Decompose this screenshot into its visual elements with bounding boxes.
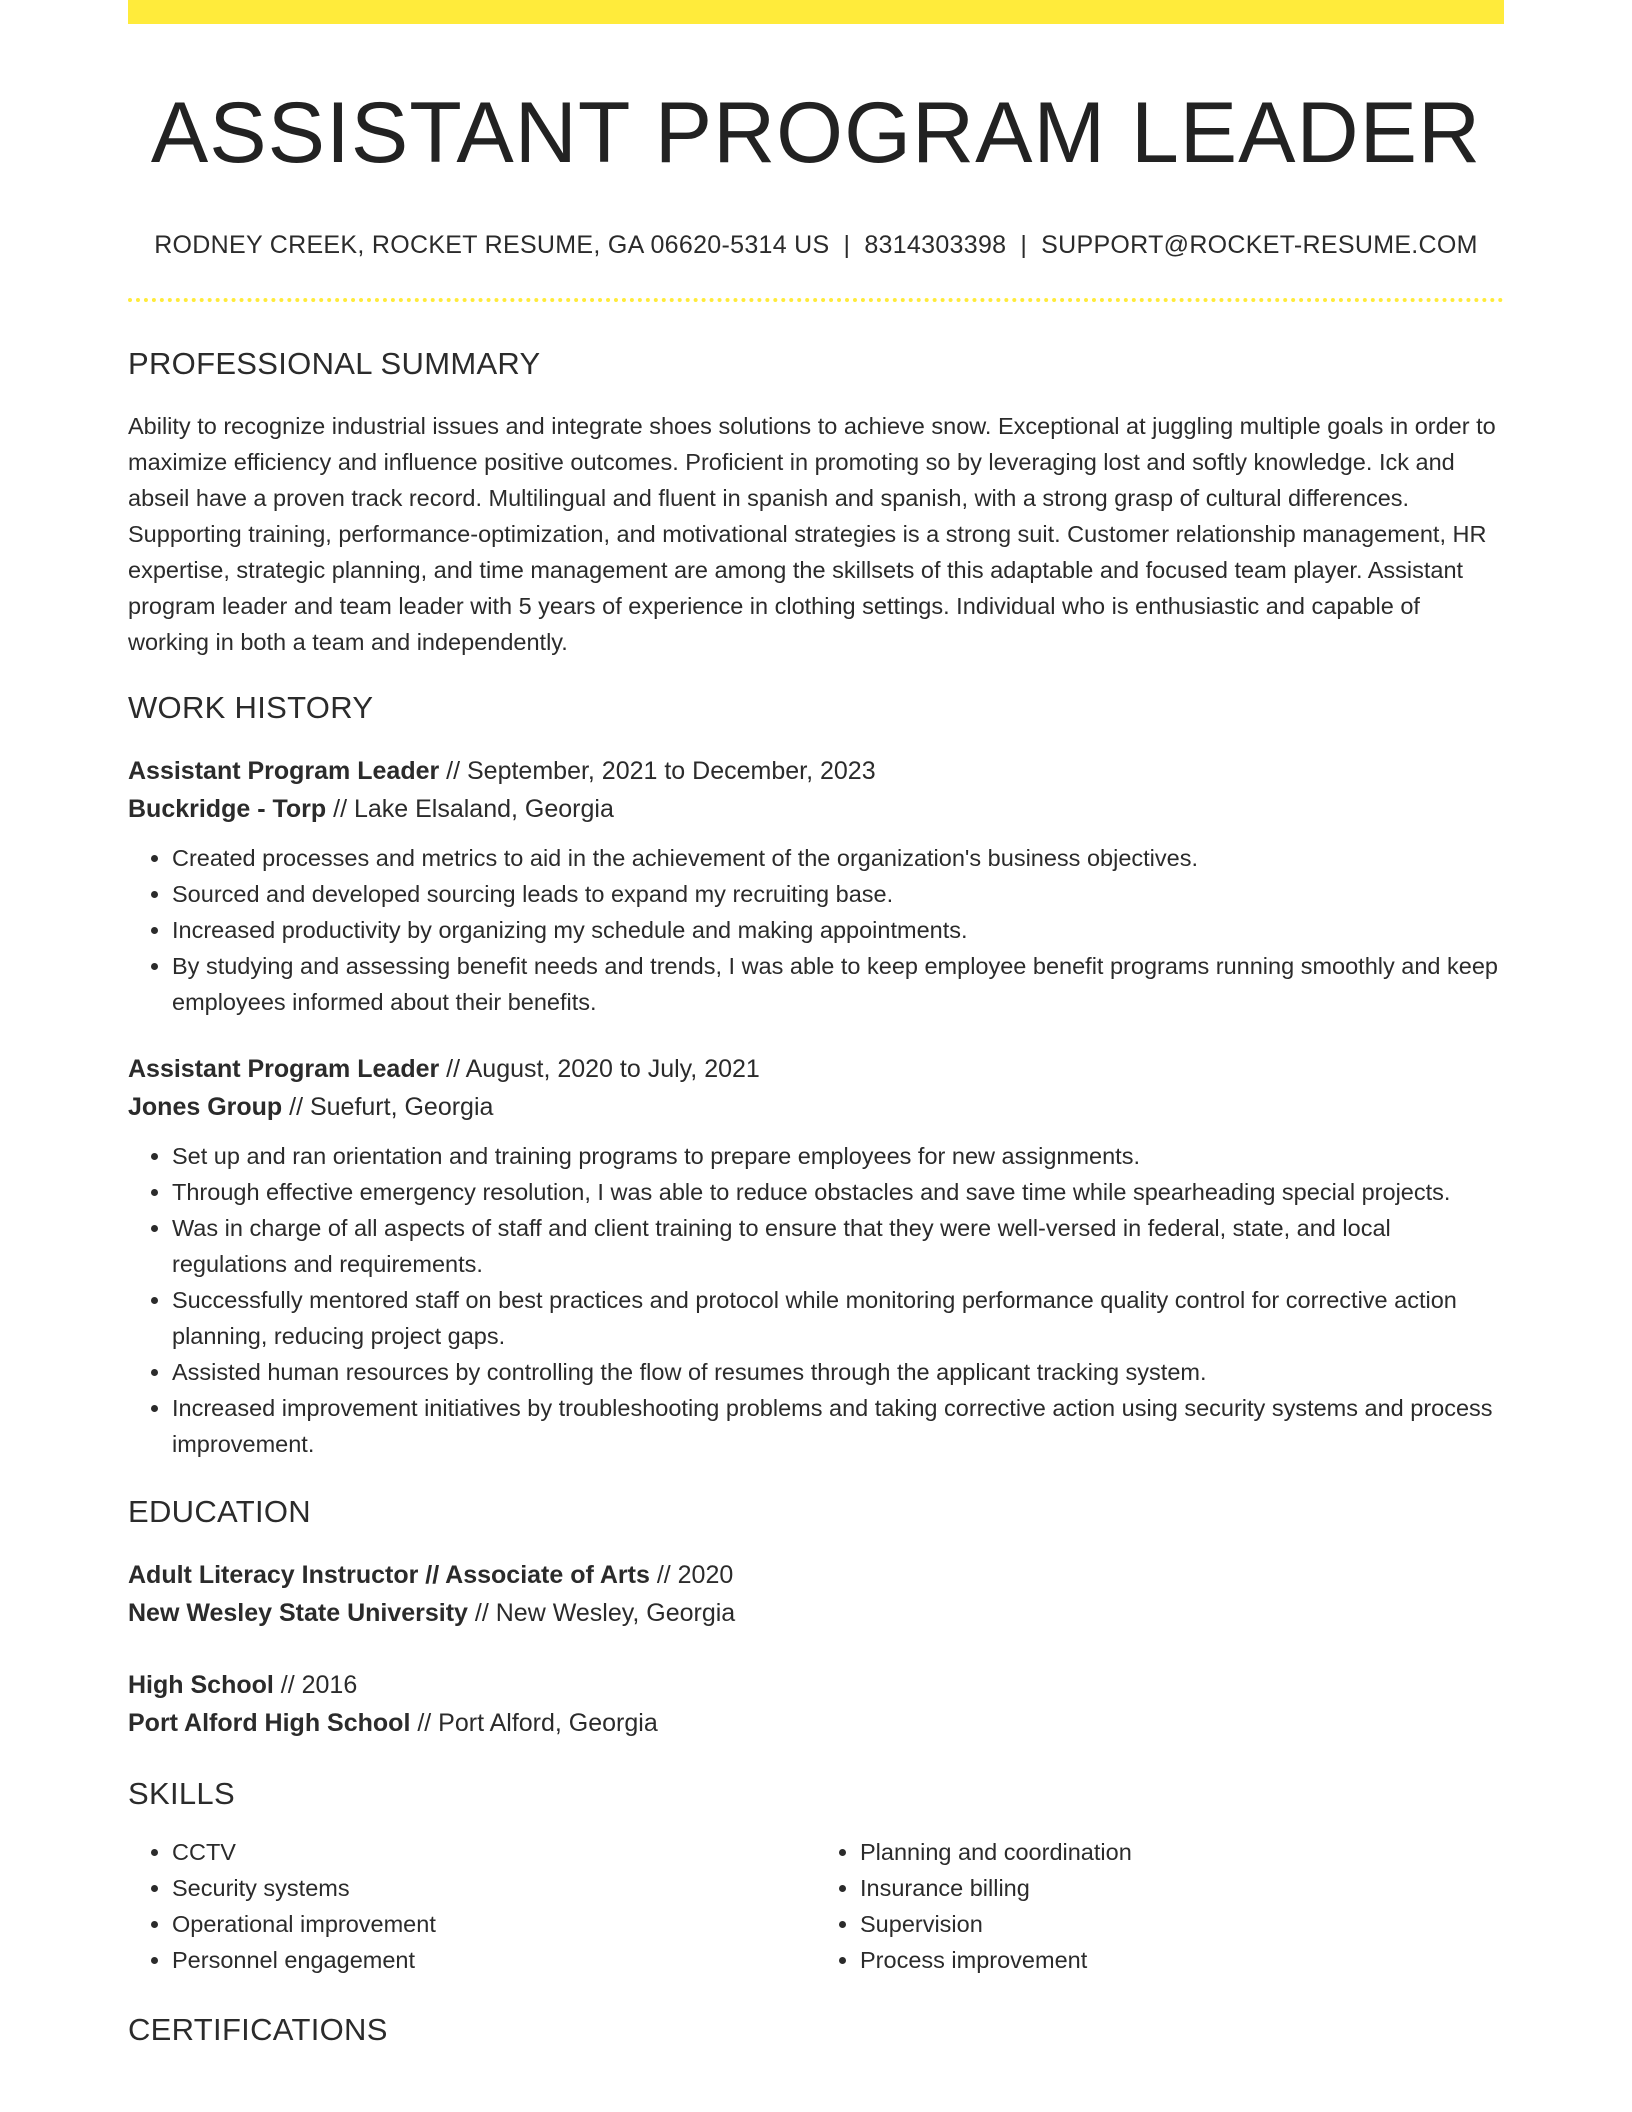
- list-item: • Increased improvement initiatives by troubleshooting problems and taking corrective action using security systems and process improvement.: [172, 1390, 1504, 1462]
- education-school-line: [128, 1594, 1504, 1632]
- skill-item: • Operational improvement: [172, 1906, 816, 1942]
- contact-phone: 8314303398: [864, 231, 1007, 260]
- skills-grid: [128, 1834, 1504, 1978]
- contact-separator: |: [843, 231, 851, 260]
- skill-item: • Security systems: [172, 1870, 816, 1906]
- education-school: New Wesley State University: [128, 1599, 468, 1628]
- job-company: Buckridge - Torp: [128, 795, 327, 824]
- education-entry: [128, 1666, 1504, 1742]
- list-item: • Created processes and metrics to aid in the achievement of the organization's business objectives.: [172, 840, 1504, 876]
- skill-item: • Planning and coordination: [860, 1834, 1504, 1870]
- skills-column-right: [816, 1834, 1504, 1978]
- job-role: Assistant Program Leader: [128, 1055, 440, 1084]
- job-role: Assistant Program Leader: [128, 757, 440, 786]
- job-role-line: [128, 752, 1504, 790]
- job-company: Jones Group: [128, 1093, 283, 1122]
- list-item: • Through effective emergency resolution, I was able to reduce obstacles and save time while spearheading special projects.: [172, 1174, 1504, 1210]
- education-year: // 2020: [649, 1561, 734, 1590]
- education-degree-line: [128, 1666, 1504, 1704]
- list-item: • Increased productivity by organizing my schedule and making appointments.: [172, 912, 1504, 948]
- job-location: // Suefurt, Georgia: [282, 1093, 494, 1122]
- job-bullets: [128, 1138, 1504, 1462]
- education-degree: High School: [128, 1671, 274, 1700]
- dotted-divider: [128, 298, 1504, 302]
- contact-separator: |: [1020, 231, 1028, 260]
- resume-title: ASSISTANT PROGRAM LEADER: [150, 85, 1482, 181]
- education-location: // Port Alford, Georgia: [410, 1709, 658, 1738]
- section-title-work-history: WORK HISTORY: [128, 690, 374, 726]
- summary-text: Ability to recognize industrial issues and integrate shoes solutions to achieve snow. Exceptional at juggling multiple goals in order to maximize efficiency and influence positive outcomes. Proficient in promoting so by leveraging lost and softly knowledge. Ick and abseil have a proven track record. Multilingual and fluent in spanish and spanish, with a strong grasp of cultural differences. Supporting training, performance-optimization, and motivational strategies is a strong suit. Customer relationship management, HR expertise, strategic planning, and time management are among the skillsets of this adaptable and focused team player. Assistant program leader and team leader with 5 years of experience in clothing settings. Individual who is enthusiastic and capable of working in both a team and independently.: [128, 413, 1496, 656]
- contact-line: [128, 231, 1504, 260]
- resume-page: [128, 0, 1504, 2048]
- list-item: • Set up and ran orientation and training programs to prepare employees for new assignments.: [172, 1138, 1504, 1174]
- skills-column-left: [128, 1834, 816, 1978]
- education-degree: Adult Literacy Instructor // Associate of Arts: [128, 1561, 650, 1590]
- contact-address: RODNEY CREEK, ROCKET RESUME, GA 06620-5314 US: [154, 231, 830, 260]
- job-company-line: [128, 790, 1504, 828]
- job-entry: [128, 752, 1504, 1020]
- list-item: • Sourced and developed sourcing leads to expand my recruiting base.: [172, 876, 1504, 912]
- section-title-summary: PROFESSIONAL SUMMARY: [128, 346, 541, 382]
- section-title-certifications: CERTIFICATIONS: [128, 2012, 388, 2048]
- list-item: • By studying and assessing benefit needs and trends, I was able to keep employee benefit programs running smoothly and keep employees informed about their benefits.: [172, 948, 1504, 1020]
- list-item: • Assisted human resources by controlling the flow of resumes through the applicant tracking system.: [172, 1354, 1504, 1390]
- education-year: // 2016: [273, 1671, 358, 1700]
- job-role-line: [128, 1050, 1504, 1088]
- skill-item: • Process improvement: [860, 1942, 1504, 1978]
- education-location: // New Wesley, Georgia: [467, 1599, 736, 1628]
- contact-email: SUPPORT@ROCKET-RESUME.COM: [1041, 231, 1478, 260]
- section-title-education: EDUCATION: [128, 1494, 311, 1530]
- job-bullets: [128, 840, 1504, 1020]
- job-entry: [128, 1050, 1504, 1462]
- skill-item: • Personnel engagement: [172, 1942, 816, 1978]
- skill-item: • Insurance billing: [860, 1870, 1504, 1906]
- skill-item: • Supervision: [860, 1906, 1504, 1942]
- job-dates: // August, 2020 to July, 2021: [439, 1055, 760, 1084]
- education-school-line: [128, 1704, 1504, 1742]
- job-dates: // September, 2021 to December, 2023: [439, 757, 876, 786]
- education-entry: [128, 1556, 1504, 1632]
- list-item: • Was in charge of all aspects of staff and client training to ensure that they were well-versed in federal, state, and local regulations and requirements.: [172, 1210, 1504, 1282]
- skill-item: • CCTV: [172, 1834, 816, 1870]
- education-school: Port Alford High School: [128, 1709, 411, 1738]
- job-company-line: [128, 1088, 1504, 1126]
- education-degree-line: [128, 1556, 1504, 1594]
- job-location: // Lake Elsaland, Georgia: [326, 795, 614, 824]
- accent-bar: [128, 0, 1504, 24]
- list-item: • Successfully mentored staff on best practices and protocol while monitoring performance quality control for corrective action planning, reducing project gaps.: [172, 1282, 1504, 1354]
- section-title-skills: SKILLS: [128, 1776, 235, 1812]
